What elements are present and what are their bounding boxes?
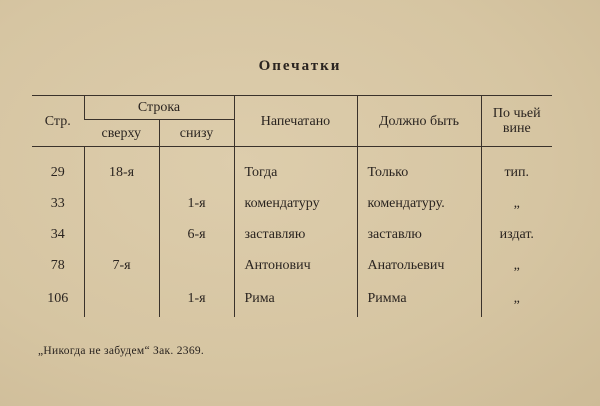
cell-should-be: Только [357, 147, 481, 189]
cell-printed: комендатуру [234, 188, 357, 219]
cell-should-be: Анатольевич [357, 250, 481, 281]
cell-printed: Антонович [234, 250, 357, 281]
table-row [32, 250, 552, 281]
header-fault [481, 96, 552, 147]
cell-fault: „ [481, 250, 552, 281]
cell-fault: издат. [481, 219, 552, 250]
cell-should-be: Римма [357, 281, 481, 317]
cell-from-bottom: 6-я [159, 219, 234, 250]
cell-should-be: комендатуру. [357, 188, 481, 219]
cell-from-top [84, 281, 159, 317]
cell-from-bottom [159, 250, 234, 281]
table-row [32, 219, 552, 250]
cell-from-top [84, 219, 159, 250]
cell-from-top: 7-я [84, 250, 159, 281]
cell-from-bottom: 1-я [159, 281, 234, 317]
cell-page: 106 [47, 291, 69, 306]
cell-page: 78 [50, 257, 65, 273]
imprint-footer: „Никогда не забудем“ Зак. 2369. [38, 345, 205, 357]
header-printed: Напечатано [234, 96, 357, 147]
table-row [32, 188, 552, 219]
cell-printed: Тогда [234, 147, 357, 189]
table-row [32, 281, 552, 317]
cell-from-bottom: 1-я [159, 188, 234, 219]
errata-title: Опечатки [258, 58, 342, 74]
cell-from-top: 18-я [84, 147, 159, 189]
header-should-be: Должно быть [357, 96, 481, 147]
table-row [32, 147, 552, 189]
header-line: Строка [84, 96, 234, 120]
header-from-top: сверху [84, 120, 159, 147]
cell-fault: „ [481, 281, 552, 317]
cell-fault: „ [481, 188, 552, 219]
header-fault-line2: вине [502, 121, 531, 136]
cell-page: 34 [50, 226, 65, 242]
header-page: Стр. [32, 96, 84, 147]
cell-from-top [84, 188, 159, 219]
cell-fault: тип. [481, 147, 552, 189]
errata-table [32, 95, 552, 317]
cell-page: 33 [50, 195, 65, 211]
header-fault-line1: По чьей [492, 106, 541, 121]
cell-page: 29 [50, 164, 65, 180]
header-from-bottom: снизу [159, 120, 234, 147]
cell-from-bottom [159, 147, 234, 189]
cell-printed: заставляю [234, 219, 357, 250]
cell-printed: Рима [234, 281, 357, 317]
cell-should-be: заставлю [357, 219, 481, 250]
